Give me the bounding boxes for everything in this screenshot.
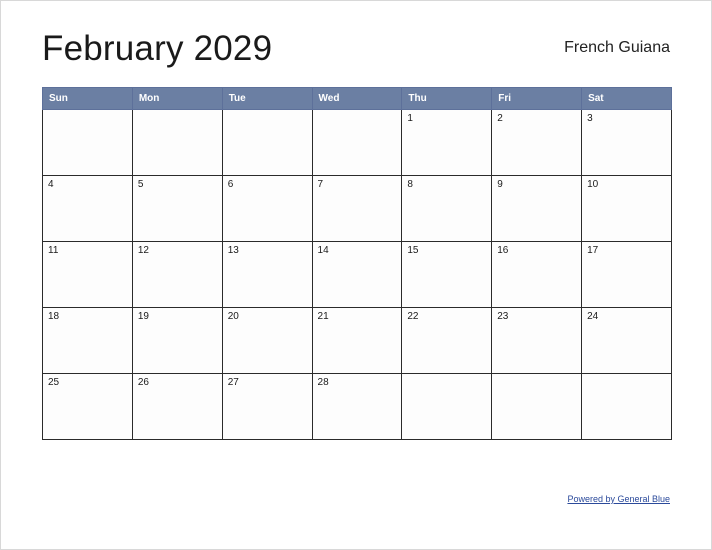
calendar-day-cell[interactable]	[222, 308, 312, 374]
day-number: 26	[137, 377, 149, 388]
region-label: French Guiana	[564, 39, 670, 56]
calendar-day-cell[interactable]	[43, 242, 133, 308]
day-number: 25	[48, 377, 60, 388]
day-number: 15	[407, 245, 419, 256]
day-number: 13	[227, 245, 239, 256]
footer-credit	[567, 494, 670, 504]
day-number: 12	[137, 245, 149, 256]
calendar-day-cell[interactable]	[222, 242, 312, 308]
calendar-day-cell[interactable]	[132, 308, 222, 374]
calendar-day-cell[interactable]	[492, 374, 582, 440]
calendar-day-cell[interactable]	[492, 176, 582, 242]
day-number: 24	[587, 311, 599, 322]
calendar-day-cell[interactable]	[132, 110, 222, 176]
weekday-header-tue: Tue	[222, 88, 312, 110]
calendar-week-row	[43, 242, 672, 308]
calendar-day-cell[interactable]	[312, 110, 402, 176]
day-number: 22	[407, 311, 419, 322]
calendar-day-cell[interactable]	[132, 242, 222, 308]
page-title: February 2029	[42, 29, 273, 68]
weekday-header-sun: Sun	[43, 88, 133, 110]
calendar-week-row	[43, 374, 672, 440]
calendar-day-cell[interactable]	[43, 308, 133, 374]
calendar-day-cell[interactable]	[132, 176, 222, 242]
calendar-day-cell[interactable]	[312, 308, 402, 374]
day-number: 5	[137, 179, 144, 190]
day-number: 4	[48, 179, 54, 190]
page-header	[42, 25, 670, 77]
day-number: 23	[497, 311, 509, 322]
weekday-header-wed: Wed	[312, 88, 402, 110]
day-number: 9	[497, 179, 503, 190]
calendar-day-cell[interactable]	[402, 176, 492, 242]
calendar-day-cell[interactable]	[222, 176, 312, 242]
calendar-day-cell[interactable]	[402, 308, 492, 374]
calendar-day-cell[interactable]	[402, 242, 492, 308]
calendar-day-cell[interactable]	[492, 242, 582, 308]
calendar-week-row	[43, 308, 672, 374]
day-number: 20	[227, 311, 239, 322]
day-number: 16	[497, 245, 509, 256]
calendar-week-row	[43, 110, 672, 176]
day-number: 14	[317, 245, 329, 256]
calendar-day-cell[interactable]	[402, 110, 492, 176]
weekday-header-fri: Fri	[492, 88, 582, 110]
calendar-day-cell[interactable]	[582, 110, 672, 176]
weekday-header-thu: Thu	[402, 88, 492, 110]
calendar-day-cell[interactable]	[492, 110, 582, 176]
weekday-header-mon: Mon	[132, 88, 222, 110]
calendar-day-cell[interactable]	[43, 176, 133, 242]
day-number: 17	[587, 245, 599, 256]
day-number: 28	[317, 377, 329, 388]
day-number: 3	[587, 113, 593, 124]
calendar-day-cell[interactable]	[312, 242, 402, 308]
calendar-day-cell[interactable]	[582, 308, 672, 374]
month-calendar	[42, 87, 672, 440]
day-number: 18	[48, 311, 60, 322]
calendar-day-cell[interactable]	[43, 110, 133, 176]
day-number: 8	[407, 179, 413, 190]
calendar-day-cell[interactable]	[222, 110, 312, 176]
calendar-day-cell[interactable]	[312, 176, 402, 242]
day-number: 7	[317, 179, 324, 190]
day-number: 19	[137, 311, 149, 322]
day-number: 11	[48, 245, 59, 256]
calendar-day-cell[interactable]	[312, 374, 402, 440]
calendar-day-cell[interactable]	[582, 242, 672, 308]
calendar-day-cell[interactable]	[43, 374, 133, 440]
weekday-header-sat: Sat	[582, 88, 672, 110]
calendar-day-cell[interactable]	[492, 308, 582, 374]
calendar-day-cell[interactable]	[582, 176, 672, 242]
day-number: 1	[407, 113, 413, 124]
day-number: 10	[587, 179, 599, 190]
day-number: 21	[317, 311, 329, 322]
powered-by-link[interactable]: Powered by General Blue	[567, 494, 670, 504]
day-number: 6	[227, 179, 234, 190]
day-number: 2	[497, 113, 503, 124]
calendar-day-cell[interactable]	[402, 374, 492, 440]
calendar-day-cell[interactable]	[132, 374, 222, 440]
calendar-day-cell[interactable]	[582, 374, 672, 440]
calendar-week-row	[43, 176, 672, 242]
weekday-header-row	[43, 88, 672, 110]
calendar-day-cell[interactable]	[222, 374, 312, 440]
day-number: 27	[227, 377, 239, 388]
